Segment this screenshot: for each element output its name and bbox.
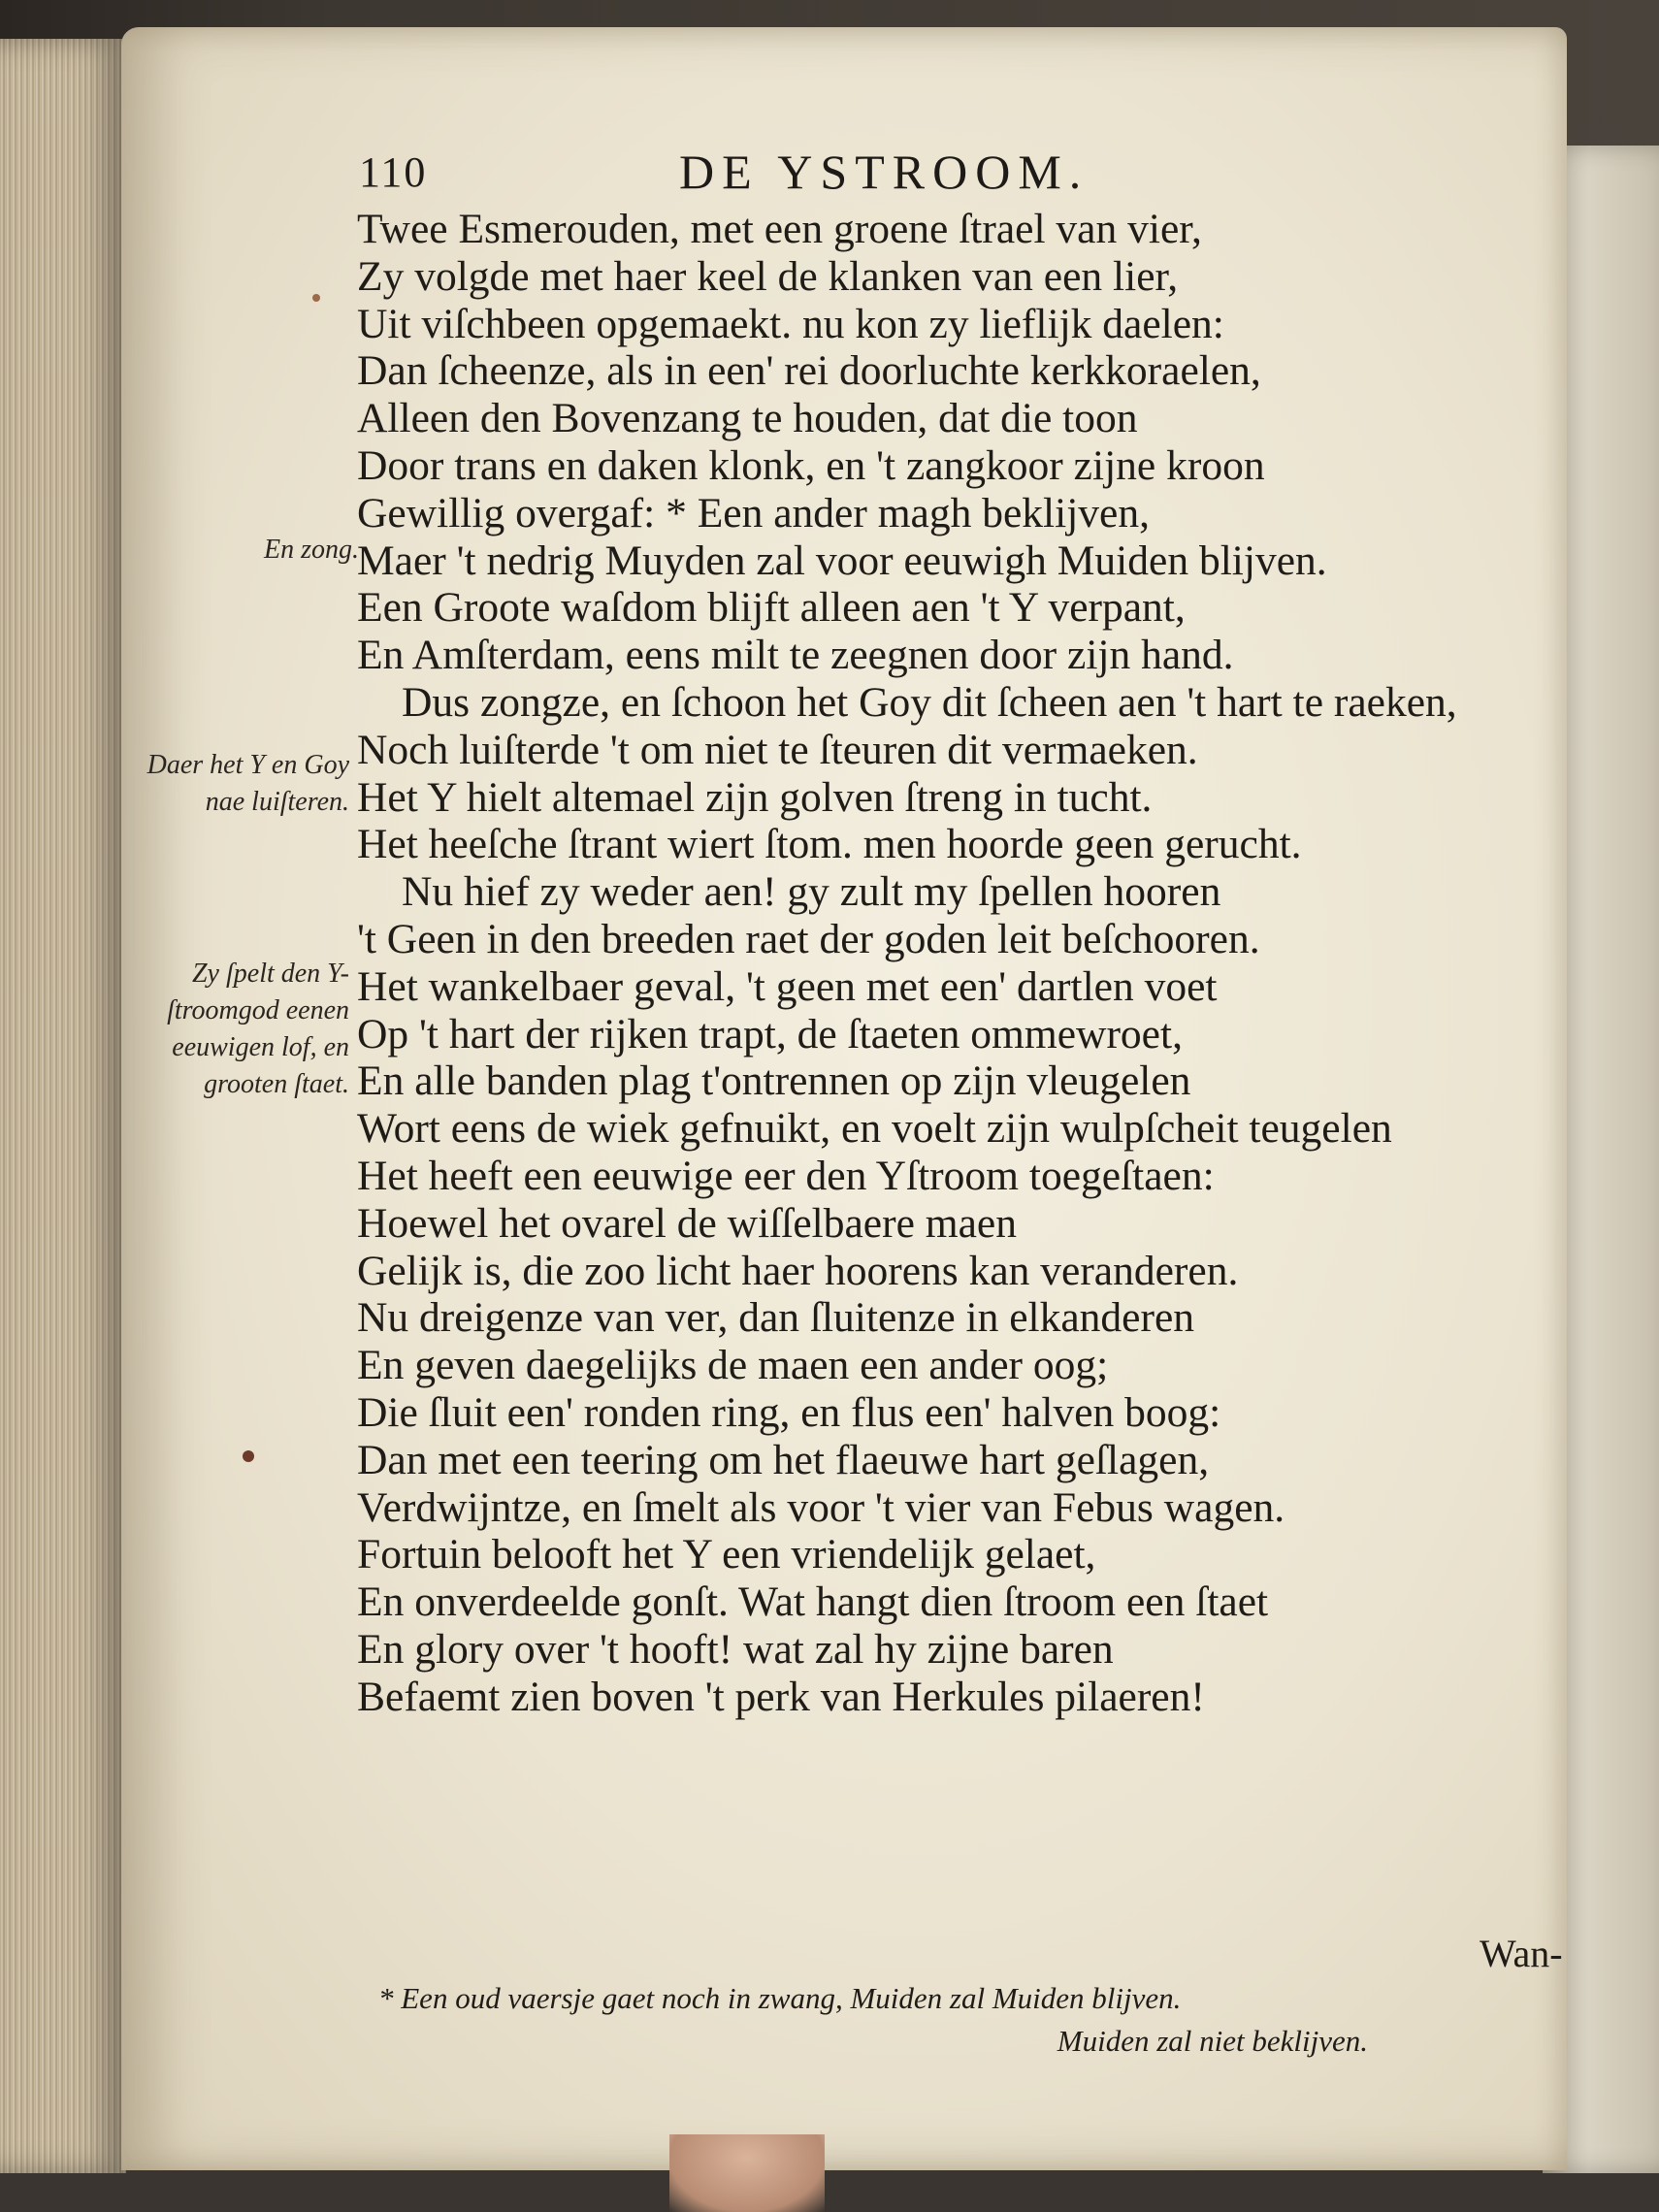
verse-line: En Amſterdam, eens milt te zeegnen door zijn hand. <box>357 632 1234 679</box>
verse-line: Noch luiſterde 't om niet te ſteuren dit vermaeken. <box>357 726 1198 773</box>
verse-line: Fortuin belooft het Y een vriendelijk gelaet, <box>357 1531 1096 1578</box>
page-number: 110 <box>359 148 428 196</box>
thumb <box>669 2134 825 2212</box>
margin-note-zy-spelt: Zy ſpelt den Y-ſtroomgod eenen eeuwigen lof, en grooten ſtaet. <box>167 959 349 1099</box>
verse-line: En onverdeelde gonſt. Wat hangt dien ſtroom een ſtaet <box>357 1578 1269 1626</box>
verse-line: Die ſluit een' ronden ring, en flus een' halven boog: <box>357 1388 1221 1436</box>
ink-spot <box>312 294 320 302</box>
verse-line: Twee Esmerouden, met een groene ſtrael van vier, <box>357 206 1202 252</box>
verse-line: Alleen den Bovenzang te houden, dat die toon <box>357 395 1138 442</box>
page-block-edge-left <box>0 39 126 2173</box>
verse-line: Dus zongze, en ſchoon het Goy dit ſcheen aen 't hart te raeken, <box>402 678 1457 726</box>
footnote <box>378 1977 1407 2063</box>
ink-spot <box>243 1450 254 1462</box>
verse-line: Het heeft een eeuwige eer den Yſtroom toegeſtaen: <box>357 1152 1215 1199</box>
verse-line: Een Groote waſdom blijft alleen aen 't Y verpant, <box>357 584 1186 632</box>
verse-body <box>357 206 1579 1721</box>
verse-line: En alle banden plag t'ontrennen op zijn vleugelen <box>357 1057 1191 1105</box>
verse-line: Door trans en daken klonk, en 't zangkoor zijne kroon <box>357 441 1265 489</box>
verse-line: Befaemt zien boven 't perk van Herkules pilaeren! <box>357 1673 1205 1720</box>
footnote-line-1: * Een oud vaersje gaet noch in zwang, Muiden zal Muiden blijven. <box>378 1981 1182 2015</box>
verse-line: Gewillig overgaf: * Een ander magh beklijven, <box>357 489 1150 537</box>
verse-line: Maer 't nedrig Muyden zal voor eeuwigh Muiden blijven. <box>357 537 1327 584</box>
verse-line: Wort eens de wiek gefnuikt, en voelt zijn wulpſcheit teugelen <box>357 1105 1392 1153</box>
verse-line: Verdwijntze, en ſmelt als voor 't vier van Febus wagen. <box>357 1483 1285 1531</box>
verse-line: 't Geen in den breeden raet der goden leit beſchooren. <box>357 915 1260 962</box>
page-header <box>359 144 1290 202</box>
verse-line: Nu hief zy weder aen! gy zult my ſpellen hooren <box>402 868 1221 916</box>
verse-line: Hoewel het ovarel de wiſſelbaere maen <box>357 1199 1017 1247</box>
verse-line: Het wankelbaer geval, 't geen met een' dartlen voet <box>357 962 1218 1010</box>
verse-line: En glory over 't hooft! wat zal hy zijne baren <box>357 1625 1114 1673</box>
footnote-line-2: Muiden zal niet beklijven. <box>1057 2024 1368 2058</box>
verse-line: Zy volgde met haer keel de klanken van een lier, <box>357 252 1179 300</box>
verse-line: Het Y hielt altemael zijn golven ſtreng in tucht. <box>357 773 1153 821</box>
verse-line: En geven daegelijks de maen een ander oog; <box>357 1342 1109 1389</box>
verse-line: Dan ſcheenze, als in een' rei doorluchte kerkkoraelen, <box>357 347 1261 395</box>
running-title: DE YSTROOM. <box>679 145 1090 199</box>
verse-line: Het heeſche ſtrant wiert ſtom. men hoorde geen gerucht. <box>357 821 1302 868</box>
verse-line: Uit viſchbeen opgemaekt. nu kon zy lieflijk daelen: <box>357 300 1224 347</box>
verse-line: Op 't hart der rijken trapt, de ſtaeten ommewroet, <box>357 1010 1183 1057</box>
margin-note-daer-het-y: Daer het Y en Goy nae luiſteren. <box>146 750 349 817</box>
verse-line: Gelijk is, die zoo licht haer hoorens kan veranderen. <box>357 1247 1239 1294</box>
verse-line: Nu dreigenze van ver, dan ſluitenze in elkanderen <box>357 1294 1195 1342</box>
catchword: Wan- <box>1480 1932 1563 1975</box>
verse-line: Dan met een teering om het flaeuwe hart geſlagen, <box>357 1436 1210 1483</box>
margin-note-en-zong: En zong. <box>264 535 359 565</box>
